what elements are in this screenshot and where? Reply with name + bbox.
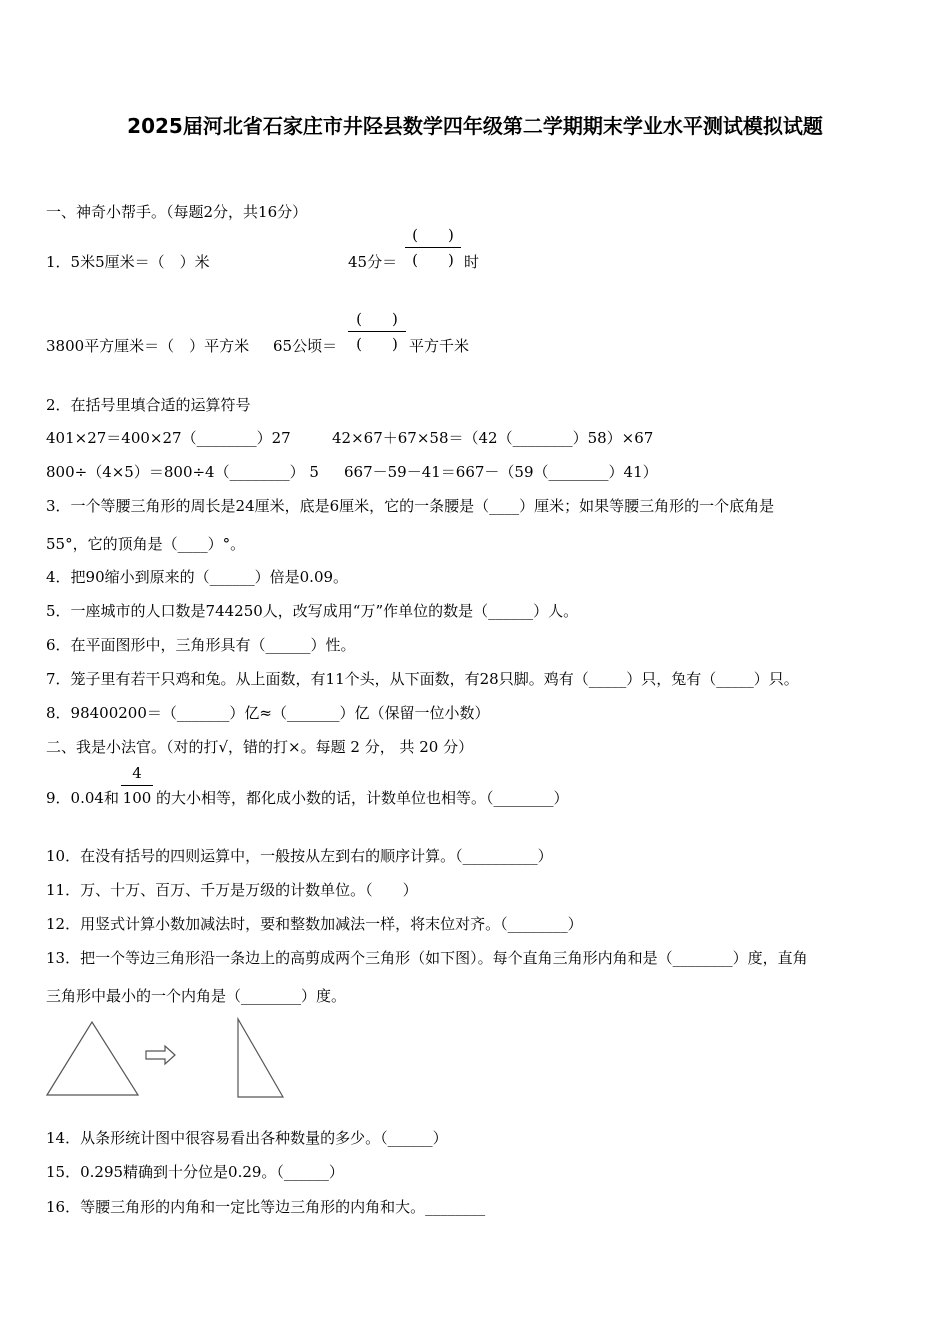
fraction-numerator: ( ) [356, 310, 398, 328]
fraction-bar [348, 331, 406, 332]
q5: 5．一座城市的人口数是744250人，改写成用“万”作单位的数是（______）人。 [46, 602, 579, 620]
q2-part-c: 800÷（4×5）＝800÷4（________） 5 [46, 463, 319, 481]
q13-line1: 13．把一个等边三角形沿一条边上的高剪成两个三角形（如下图）。每个直角三角形内角和是（________）度，直角 [46, 949, 808, 967]
right-triangle [238, 1019, 283, 1097]
fraction-denominator: ( ) [356, 335, 398, 353]
q11: 11．万、十万、百万、千万是万级的计数单位。（ ） [46, 881, 418, 899]
q1-part-d-suffix: 平方千米 [409, 337, 470, 355]
q7: 7．笼子里有若干只鸡和兔。从上面数，有11个头，从下面数，有28只脚。鸡有（_____）只，兔有（_____）只。 [46, 670, 799, 688]
q1-part-c: 3800平方厘米＝（ ）平方米 [46, 337, 250, 355]
page-title: 2025届河北省石家庄市井陉县数学四年级第二学期期末学业水平测试模拟试题 [127, 114, 823, 138]
q2-part-b: 42×67＋67×58＝（42（________）58）×67 [332, 429, 654, 447]
q1-part-b-fraction [405, 225, 461, 270]
section2-heading: 二、我是小法官。（对的打√，错的打×。每题 2 分， 共 20 分） [46, 738, 474, 756]
q8: 8．98400200＝（_______）亿≈（_______）亿（保留一位小数） [46, 704, 490, 722]
equilateral-triangle [47, 1022, 138, 1095]
q9-suffix: 的大小相等，都化成小数的话，计数单位也相等。（________） [156, 789, 569, 807]
q15: 15．0.295精确到十分位是0.29。（______） [46, 1163, 344, 1181]
right-arrow-icon [146, 1046, 175, 1064]
q10: 10．在没有括号的四则运算中，一般按从左到右的顺序计算。（__________） [46, 847, 553, 865]
q13-figure [40, 1015, 300, 1105]
section1-heading: 一、神奇小帮手。（每题2分，共16分） [46, 203, 308, 221]
q13-line2: 三角形中最小的一个内角是（________）度。 [46, 987, 347, 1005]
q3-line2: 55°，它的顶角是（____）°。 [46, 535, 246, 553]
q2-part-a: 401×27＝400×27（________）27 [46, 429, 291, 447]
q1-part-a: 1．5米5厘米＝（ ）米 [46, 253, 210, 271]
q2-part-d: 667－59－41＝667－（59（________）41） [344, 463, 658, 481]
q4: 4．把90缩小到原来的（______）倍是0.09。 [46, 568, 349, 586]
q3-line1: 3．一个等腰三角形的周长是24厘米，底是6厘米，它的一条腰是（____）厘米；如果等腰三角形的一个底角是 [46, 497, 775, 515]
fraction-bar [121, 785, 153, 786]
fraction-numerator: 4 [132, 764, 142, 782]
q9-prefix: 9．0.04和 [46, 789, 119, 807]
fraction-numerator: ( ) [412, 226, 454, 244]
q6: 6．在平面图形中，三角形具有（______）性。 [46, 636, 356, 654]
q12: 12．用竖式计算小数加减法时，要和整数加减法一样，将末位对齐。（________） [46, 915, 583, 933]
fraction-bar [405, 247, 461, 248]
q14: 14．从条形统计图中很容易看出各种数量的多少。（______） [46, 1129, 448, 1147]
q16: 16．等腰三角形的内角和一定比等边三角形的内角和大。________ [46, 1198, 486, 1216]
q1-part-b-prefix: 45分＝ [348, 253, 398, 271]
fraction-denominator: ( ) [412, 251, 454, 269]
q1-part-b-suffix: 时 [464, 253, 480, 271]
q1-part-d-fraction [348, 309, 406, 354]
fraction-denominator: 100 [122, 789, 152, 807]
q9-fraction [121, 763, 153, 808]
q2-stem: 2．在括号里填合适的运算符号 [46, 396, 251, 414]
q1-part-d-prefix: 65公顷＝ [273, 337, 338, 355]
